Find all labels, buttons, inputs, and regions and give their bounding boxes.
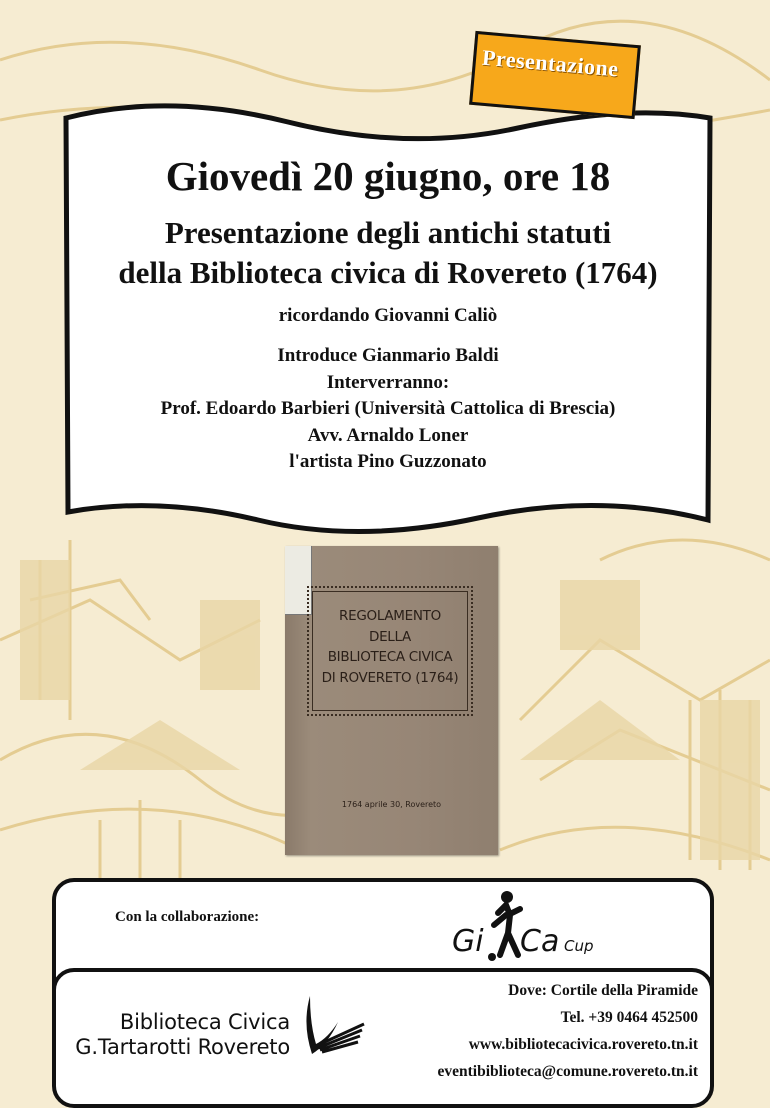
library-quill-logo bbox=[298, 994, 368, 1060]
svg-text:Gi: Gi bbox=[452, 924, 484, 959]
book-imprint: 1764 aprile 30, Rovereto bbox=[341, 800, 442, 809]
svg-text:Cup: Cup bbox=[564, 937, 594, 955]
email-link[interactable]: eventibiblioteca@comune.rovereto.tn.it bbox=[437, 1063, 698, 1080]
phone: Tel. +39 0464 452500 bbox=[560, 1009, 698, 1026]
library-name bbox=[68, 1010, 290, 1060]
event-title-line1: Presentazione degli antichi statuti bbox=[164, 215, 612, 250]
venue: Dove: Cortile della Piramide bbox=[508, 982, 698, 999]
event-details bbox=[58, 100, 718, 540]
speaker-line: Interverranno: bbox=[326, 371, 450, 393]
book-title-line: DI ROVERETO (1764) bbox=[321, 669, 459, 686]
speaker-line: Prof. Edoardo Barbieri (Università Cattolica di Brescia) bbox=[160, 398, 616, 419]
event-date: Giovedì 20 giugno, ore 18 bbox=[165, 153, 611, 199]
svg-text:Ca: Ca bbox=[520, 924, 560, 959]
memorial-line: ricordando Giovanni Caliò bbox=[278, 305, 498, 326]
contact-info bbox=[437, 977, 698, 1085]
book-title-line: BIBLIOTECA CIVICA bbox=[327, 649, 453, 665]
book-title-line: DELLA bbox=[368, 628, 411, 645]
gioca-cup-logo bbox=[450, 885, 600, 965]
tag-label: Presentazione bbox=[481, 44, 620, 82]
collaboration-label: Con la collaborazione: bbox=[115, 909, 260, 925]
library-name-line2: G.Tartarotti Rovereto bbox=[75, 1035, 290, 1059]
speaker-line: Avv. Arnaldo Loner bbox=[307, 424, 469, 446]
website-link[interactable]: www.bibliotecacivica.rovereto.tn.it bbox=[468, 1036, 698, 1053]
speaker-line: l'artista Pino Guzzonato bbox=[289, 451, 487, 472]
book-cover-image bbox=[285, 546, 498, 855]
book-title bbox=[307, 606, 473, 688]
event-title-line2: della Biblioteca civica di Rovereto (1764) bbox=[118, 255, 658, 290]
library-name-line1: Biblioteca Civica bbox=[119, 1010, 290, 1034]
speaker-line: Introduce Gianmario Baldi bbox=[277, 345, 499, 366]
book-title-line: REGOLAMENTO bbox=[339, 608, 441, 624]
speakers-list bbox=[58, 343, 718, 476]
